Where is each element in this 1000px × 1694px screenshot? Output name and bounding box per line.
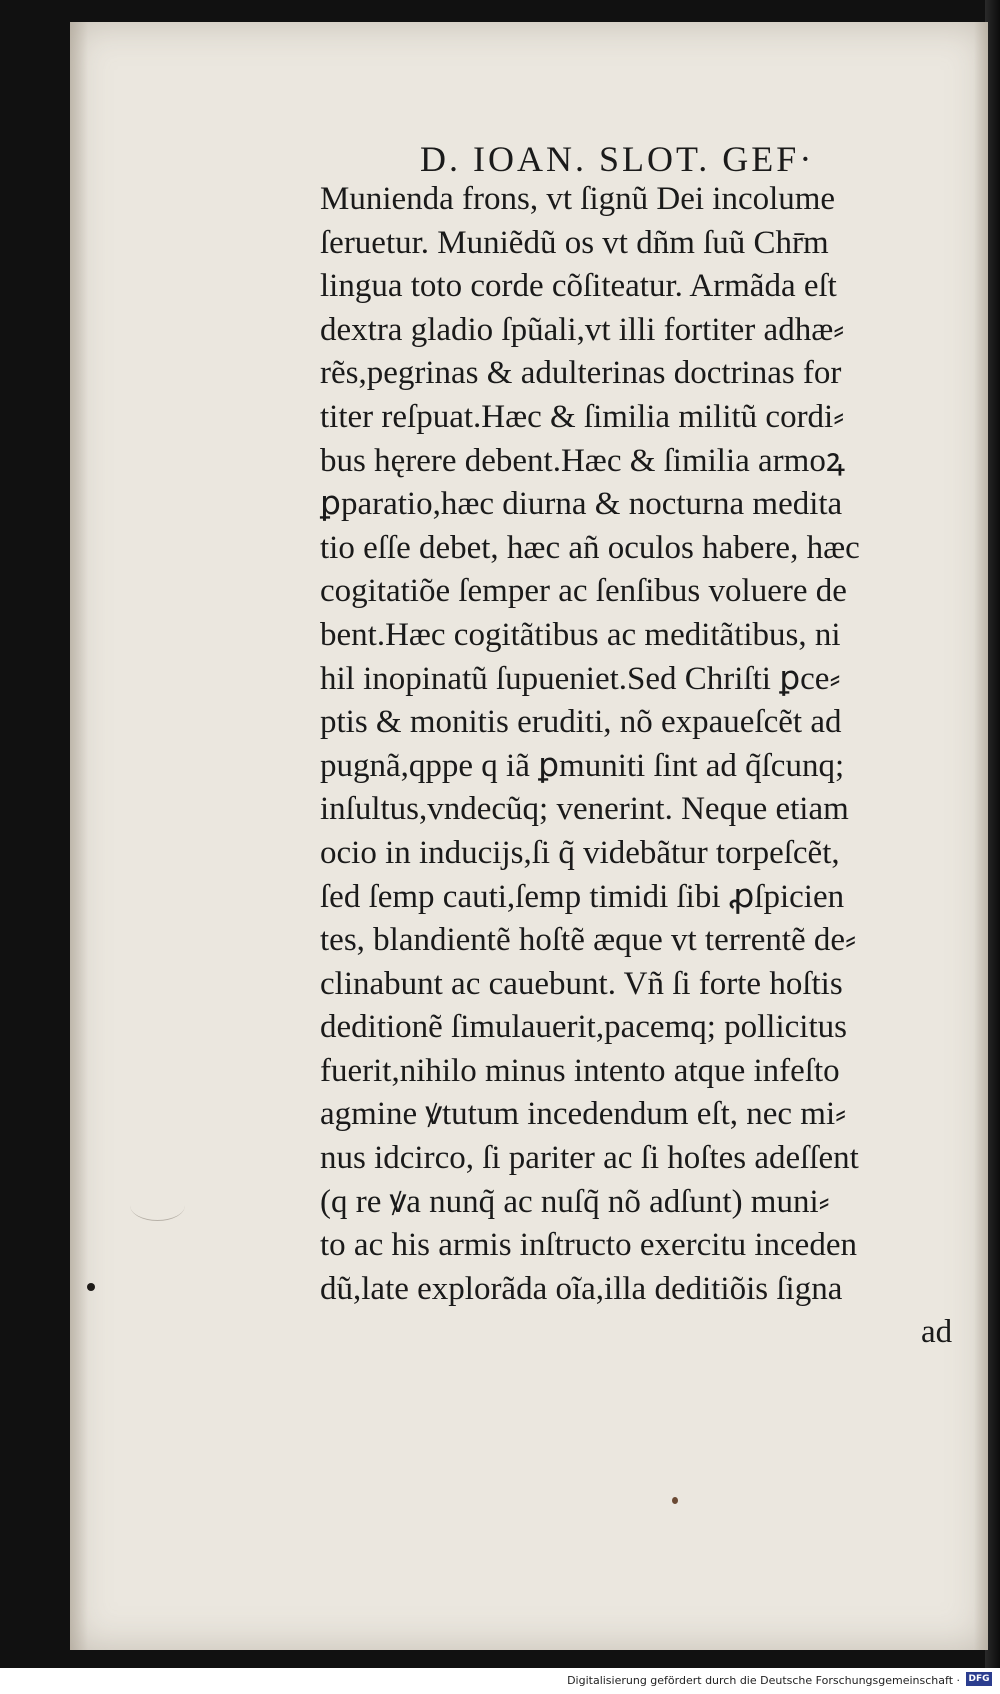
text-line: dextra gladio ſpũali,vt illi fortiter adhæ⸗	[320, 311, 845, 348]
text-line: agmine ꝟtutum incedendum eſt, nec mi⸗	[320, 1096, 847, 1133]
text-line: Munienda frons, vt ſignũ Dei incolume	[320, 181, 836, 217]
ink-speck	[87, 1283, 95, 1291]
text-line: bus hęrere debent.Hæc & ſimilia armoꝝ	[320, 442, 845, 479]
body-text	[320, 178, 970, 1311]
text-line: bent.Hæc cogitãtibus ac meditãtibus, ni	[320, 616, 841, 653]
text-line: ꝑparatio,hæc diurna & nocturna medita	[320, 486, 843, 523]
text-line: hil inopinatũ ſupueniet.Sed Chriſti ꝑce⸗	[320, 660, 841, 697]
text-line: tio eſſe debet, hæc añ oculos habere, hæc	[320, 529, 860, 566]
text-line: nus idcirco, ſi pariter ac ſi hoſtes adeſſent	[320, 1140, 859, 1177]
running-head: D. IOAN. SLOT. GEF·	[420, 139, 815, 179]
text-line: ſeruetur. Muniẽdũ os vt dñm ſuũ Chr̄m	[320, 224, 829, 261]
text-line: titer reſpuat.Hæc & ſimilia militũ cordi⸗	[320, 398, 845, 435]
gutter-shadow	[974, 22, 988, 1650]
text-line: deditionẽ ſimulauerit,pacemq; pollicitus	[320, 1009, 847, 1046]
text-line: tes, blandientẽ hoſtẽ æque vt terrentẽ de⸗	[320, 922, 857, 959]
text-line: pugnã,qppe q iã ꝑmuniti ſint ad q̃ſcunq;	[320, 747, 845, 784]
text-line: cogitatiõe ſemper ac ſenſibus voluere de	[320, 573, 847, 610]
text-line: lingua toto corde cõſiteatur. Armãda eſt	[320, 268, 837, 305]
text-line: inſultus,vndecũq; venerint. Neque etiam	[320, 791, 849, 828]
dfg-logo: DFG	[966, 1672, 992, 1686]
text-line: to ac his armis inſtructo exercitu inceden	[320, 1227, 857, 1264]
text-line: clinabunt ac cauebunt. Vñ ſi forte hoſtis	[320, 965, 843, 1002]
catchword: ad	[921, 1314, 953, 1350]
text-line: dũ,late explorãda oĩa,illa deditiõis ſigna	[320, 1270, 843, 1307]
show-through-mark	[130, 1190, 185, 1221]
text-line: rẽs,pegrinas & adulterinas doctrinas for	[320, 355, 842, 392]
ink-speck	[672, 1497, 678, 1504]
text-line: ſed ſemp cauti,ſemp timidi ſibi ꝓſpicien	[320, 878, 845, 915]
funding-credit: Digitalisierung gefördert durch die Deutsche Forschungsgemeinschaft ·	[567, 1674, 960, 1687]
text-line: fuerit,nihilo minus intento atque infeſto	[320, 1052, 840, 1089]
footer-bar	[0, 1668, 1000, 1694]
text-line: (q re ꝟa nunq̃ ac nuſq̃ nõ adſunt) muni⸗	[320, 1183, 830, 1220]
text-line: ptis & monitis eruditi, nõ expaueſcẽt ad	[320, 704, 842, 741]
text-line: ocio in inducijs,ſi q̃ videbãtur torpeſcẽt,	[320, 834, 840, 871]
